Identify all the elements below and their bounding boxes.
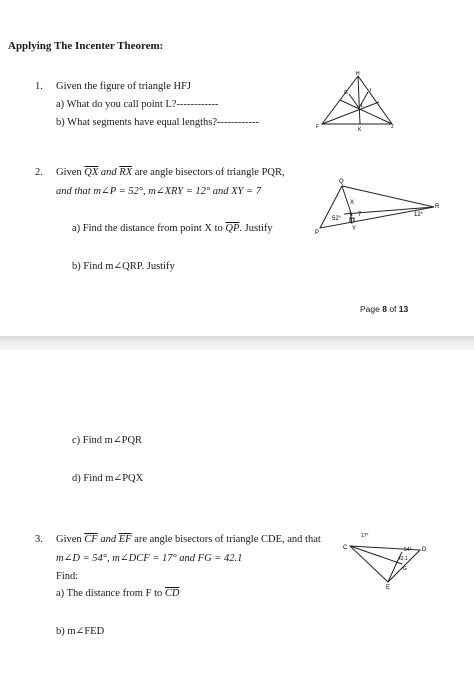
- page-number: Page 8 of 13: [360, 304, 409, 314]
- angle-p-label: 52°: [332, 216, 342, 222]
- angle-top-label: 17°: [361, 533, 369, 539]
- triangle-pqr-figure: [314, 172, 444, 234]
- label-g: G: [344, 90, 348, 96]
- segment-qp: $\overline{QP}$: [225, 223, 240, 234]
- q3-given-line: Given $\overline{CF}$ and $\overline{EF}$ are angle bisectors of triangle CDE, and that: [56, 534, 321, 545]
- xy-label: 7: [358, 212, 362, 218]
- q2-part-b: b) Find m∠QRP. Justify: [72, 261, 175, 272]
- q2-part-d: d) Find m∠PQX: [72, 473, 144, 484]
- label-l: L: [361, 103, 364, 109]
- segment-ef: $\overline{EF}$: [118, 534, 132, 545]
- triangle-hfj-figure: [316, 70, 396, 132]
- segment-cf: $\overline{CF}$: [84, 534, 98, 545]
- q3-number: 3.: [35, 534, 43, 545]
- label-x: X: [350, 200, 355, 206]
- label-g3: G: [403, 566, 407, 572]
- label-q: Q: [339, 179, 344, 185]
- q2-part-c: c) Find m∠PQR: [72, 435, 143, 446]
- q1-number: 1.: [35, 81, 43, 92]
- q3-part-a: a) The distance from F to $\overline{CD}$: [56, 588, 180, 599]
- label-y: Y: [352, 226, 357, 232]
- label-k: K: [358, 127, 362, 132]
- q3-find: Find:: [56, 571, 79, 582]
- worksheet-title: Applying The Incenter Theorem:: [8, 40, 164, 52]
- q2-given-values: and that m∠P = 52°, m∠XRY = 12° and XY = 7: [56, 186, 261, 197]
- q1-part-a: a) What do you call point L?------------: [56, 99, 219, 110]
- segment-rx: $\overline{RX}$: [119, 167, 133, 178]
- q1-prompt: Given the figure of triangle HFJ: [56, 81, 192, 92]
- worksheet-page-1: [0, 0, 474, 336]
- q2-given-line: Given $\overline{QX}$ and $\overline{RX}$ are angle bisectors of triangle PQR,: [56, 167, 285, 178]
- segment-qx: $\overline{QX}$: [84, 167, 99, 178]
- q3-part-b: b) m∠FED: [56, 626, 105, 637]
- q1-part-b: b) What segments have equal lengths?------------: [56, 117, 260, 128]
- angle-r-label: 12°: [414, 212, 424, 218]
- label-h: H: [356, 71, 360, 77]
- label-j: J: [391, 124, 394, 130]
- angle-d-label: 54°: [404, 547, 412, 553]
- worksheet-page-2: [0, 350, 474, 675]
- segment-cd: $\overline{CD}$: [164, 588, 180, 599]
- label-c: C: [343, 545, 348, 551]
- label-d: D: [422, 547, 427, 553]
- page-separator: [0, 336, 474, 350]
- label-p: P: [315, 230, 320, 234]
- q3-given-values: m∠D = 54°, m∠DCF = 17° and FG = 42.1: [56, 553, 243, 564]
- label-r: R: [435, 204, 440, 210]
- label-i: I: [370, 88, 372, 94]
- triangle-cde-figure: [340, 530, 430, 590]
- q2-part-a: a) Find the distance from point X to $\overline{QP}$. Justify: [72, 223, 273, 234]
- label-e: E: [386, 585, 391, 590]
- fg-label: 42.1: [398, 556, 408, 562]
- label-f: F: [316, 124, 320, 130]
- q2-number: 2.: [35, 167, 43, 178]
